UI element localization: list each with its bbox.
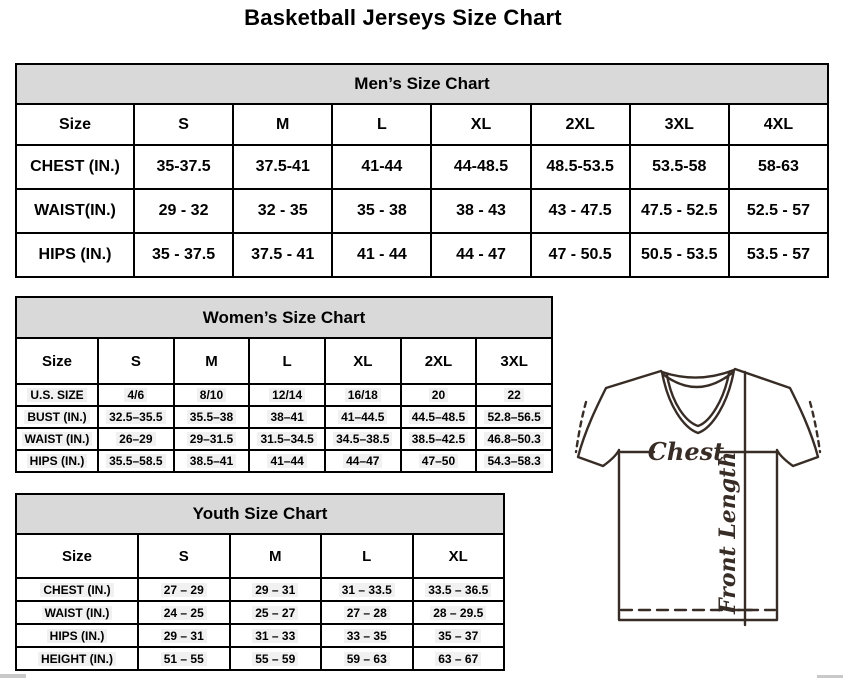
- column-header: 3XL: [476, 338, 552, 384]
- table-cell: 16/18: [325, 384, 401, 406]
- table-cell: 44–47: [325, 450, 401, 472]
- table-cell: 4/6: [98, 384, 174, 406]
- table-cell: 27 – 28: [321, 601, 413, 624]
- column-header: L: [249, 338, 325, 384]
- table-row: [16, 233, 828, 277]
- table-cell: 31 – 33.5: [321, 578, 413, 601]
- column-header: M: [230, 534, 322, 578]
- jersey-outline: [578, 369, 818, 620]
- row-label: WAIST (IN.): [16, 428, 98, 450]
- column-header: Size: [16, 104, 134, 145]
- table-row: [16, 104, 828, 145]
- table-cell: 25 – 27: [230, 601, 322, 624]
- table-cell: 29 - 32: [134, 189, 233, 233]
- table-cell: 38.5–41: [174, 450, 250, 472]
- table-cell: 29 – 31: [230, 578, 322, 601]
- column-header: M: [174, 338, 250, 384]
- column-header: XL: [431, 104, 530, 145]
- table-cell: 52.5 - 57: [729, 189, 828, 233]
- table-cell: 35 - 38: [332, 189, 431, 233]
- table-cell: 34.5–38.5: [325, 428, 401, 450]
- table-cell: 28 – 29.5: [413, 601, 505, 624]
- table-cell: 43 - 47.5: [531, 189, 630, 233]
- column-header: M: [233, 104, 332, 145]
- table-cell: 58-63: [729, 145, 828, 189]
- table-cell: 52.8–56.5: [476, 406, 552, 428]
- table-cell: 33.5 – 36.5: [413, 578, 505, 601]
- table-cell: 41–44.5: [325, 406, 401, 428]
- table-cell: 35 – 37: [413, 624, 505, 647]
- table-cell: 41-44: [332, 145, 431, 189]
- table-cell: 20: [401, 384, 477, 406]
- jersey-measurement-diagram: [558, 362, 838, 652]
- horizontal-scrollbar-fragment-right[interactable]: [817, 675, 843, 678]
- table-cell: 41–44: [249, 450, 325, 472]
- row-label: HEIGHT (IN.): [16, 647, 138, 670]
- horizontal-scrollbar-fragment-left[interactable]: [0, 674, 26, 678]
- table-cell: 31.5–34.5: [249, 428, 325, 450]
- table-cell: 37.5 - 41: [233, 233, 332, 277]
- table-cell: 12/14: [249, 384, 325, 406]
- table-row: [16, 64, 828, 104]
- row-label: CHEST (IN.): [16, 578, 138, 601]
- mens-size-chart-table: [15, 63, 829, 278]
- table-cell: 32 - 35: [233, 189, 332, 233]
- table-cell: 50.5 - 53.5: [630, 233, 729, 277]
- womens-chart-title: Women’s Size Chart: [16, 297, 552, 338]
- table-row: [16, 624, 504, 647]
- table-cell: 41 - 44: [332, 233, 431, 277]
- table-row: [16, 406, 552, 428]
- table-cell: 44 - 47: [431, 233, 530, 277]
- table-cell: 47–50: [401, 450, 477, 472]
- table-cell: 35.5–38: [174, 406, 250, 428]
- column-header: S: [138, 534, 230, 578]
- column-header: L: [332, 104, 431, 145]
- table-cell: 63 – 67: [413, 647, 505, 670]
- table-row: [16, 145, 828, 189]
- row-label: HIPS (IN.): [16, 450, 98, 472]
- chest-label: Chest: [647, 437, 725, 466]
- column-header: 2XL: [531, 104, 630, 145]
- row-label: CHEST (IN.): [16, 145, 134, 189]
- table-cell: 27 – 29: [138, 578, 230, 601]
- row-label: U.S. SIZE: [16, 384, 98, 406]
- table-row: [16, 189, 828, 233]
- row-label: BUST (IN.): [16, 406, 98, 428]
- table-row: [16, 601, 504, 624]
- table-row: [16, 428, 552, 450]
- table-cell: 59 – 63: [321, 647, 413, 670]
- column-header: S: [98, 338, 174, 384]
- row-label: HIPS (IN.): [16, 624, 138, 647]
- column-header: XL: [325, 338, 401, 384]
- table-cell: 54.3–58.3: [476, 450, 552, 472]
- table-cell: 35-37.5: [134, 145, 233, 189]
- table-cell: 51 – 55: [138, 647, 230, 670]
- table-row: [16, 450, 552, 472]
- column-header: S: [134, 104, 233, 145]
- table-cell: 29–31.5: [174, 428, 250, 450]
- table-cell: 35.5–58.5: [98, 450, 174, 472]
- table-cell: 46.8–50.3: [476, 428, 552, 450]
- table-cell: 29 – 31: [138, 624, 230, 647]
- table-cell: 47.5 - 52.5: [630, 189, 729, 233]
- table-cell: 32.5–35.5: [98, 406, 174, 428]
- page-title: Basketball Jerseys Size Chart: [244, 5, 562, 30]
- table-cell: 8/10: [174, 384, 250, 406]
- row-label: HIPS (IN.): [16, 233, 134, 277]
- table-cell: 44.5–48.5: [401, 406, 477, 428]
- table-cell: 33 – 35: [321, 624, 413, 647]
- table-cell: 48.5-53.5: [531, 145, 630, 189]
- table-cell: 22: [476, 384, 552, 406]
- column-header: 2XL: [401, 338, 477, 384]
- table-cell: 26–29: [98, 428, 174, 450]
- row-label: WAIST (IN.): [16, 601, 138, 624]
- table-cell: 53.5-58: [630, 145, 729, 189]
- table-cell: 38.5–42.5: [401, 428, 477, 450]
- table-cell: 38–41: [249, 406, 325, 428]
- table-cell: 53.5 - 57: [729, 233, 828, 277]
- column-header: 3XL: [630, 104, 729, 145]
- collar-back-arc: [662, 370, 734, 378]
- mens-chart-title: Men’s Size Chart: [16, 64, 828, 104]
- table-row: [16, 297, 552, 338]
- table-cell: 55 – 59: [230, 647, 322, 670]
- table-cell: 37.5-41: [233, 145, 332, 189]
- table-cell: 35 - 37.5: [134, 233, 233, 277]
- front-length-label: Front Length: [715, 451, 741, 614]
- table-row: [16, 647, 504, 670]
- table-row: [16, 534, 504, 578]
- table-cell: 38 - 43: [431, 189, 530, 233]
- womens-size-chart-table: [15, 296, 553, 473]
- youth-size-chart-table: [15, 493, 505, 671]
- column-header: Size: [16, 534, 138, 578]
- column-header: 4XL: [729, 104, 828, 145]
- table-row: [16, 578, 504, 601]
- column-header: XL: [413, 534, 505, 578]
- table-cell: 31 – 33: [230, 624, 322, 647]
- youth-chart-title: Youth Size Chart: [16, 494, 504, 534]
- table-row: [16, 384, 552, 406]
- table-cell: 47 - 50.5: [531, 233, 630, 277]
- table-row: [16, 338, 552, 384]
- column-header: Size: [16, 338, 98, 384]
- column-header: L: [321, 534, 413, 578]
- table-cell: 44-48.5: [431, 145, 530, 189]
- table-row: [16, 494, 504, 534]
- row-label: WAIST(IN.): [16, 189, 134, 233]
- table-cell: 24 – 25: [138, 601, 230, 624]
